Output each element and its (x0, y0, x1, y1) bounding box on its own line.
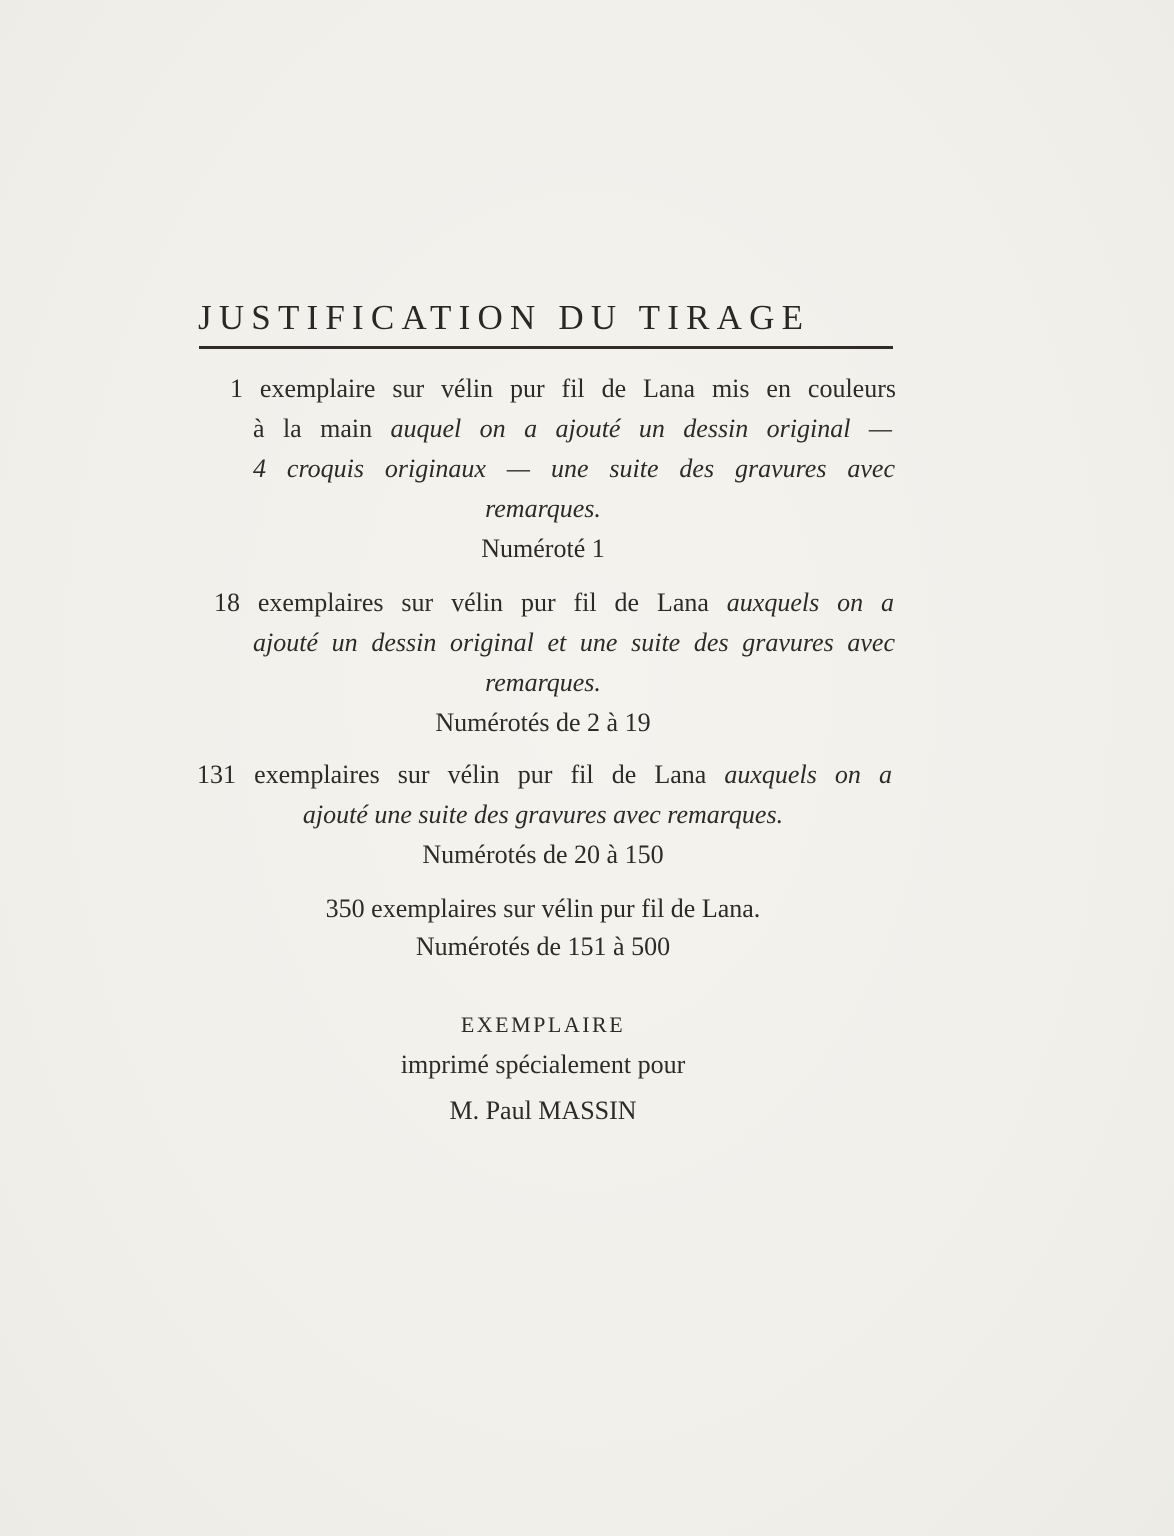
entry-3-line-2: ajouté une suite des gravures avec remarques. (302, 800, 784, 829)
entry-3-line-1 (197, 758, 892, 792)
entry-1-line-3 (253, 452, 895, 486)
entry-4-numbering: Numérotés de 151 à 500 (415, 932, 671, 961)
entry-1-line-2-roman: à la main (253, 414, 391, 443)
entry-1-line-3-italic-a: 4 croquis originaux — (253, 454, 551, 483)
entry-1-line-2 (253, 412, 892, 446)
entry-2-line-1-roman: 18 exemplaires sur vélin pur fil de Lana (214, 588, 727, 617)
entry-2-line-1-italic: auxquels on a (726, 588, 895, 617)
entry-1-line-4: remarques. (485, 494, 601, 523)
entry-2-numbering: Numérotés de 2 à 19 (435, 708, 651, 737)
dedication-line: imprimé spécialement pour (400, 1050, 686, 1079)
entry-1-numbering: Numéroté 1 (481, 534, 605, 563)
title-underline (199, 346, 893, 349)
entry-4-line-1: 350 exemplaires sur vélin pur fil de Lana. (325, 894, 761, 923)
entry-1-line-2-italic: auquel on a ajouté un dessin original — (390, 414, 892, 443)
entry-1-line-3-italic-b: une suite des gravures avec (550, 454, 895, 483)
entry-2-line-1 (214, 586, 894, 620)
entry-2-line-2: ajouté un dessin original et une suite des gravures avec (253, 628, 895, 657)
entry-2-line-3: remarques. (485, 668, 601, 697)
entry-3-line-1-italic: auxquels on a (724, 760, 892, 789)
entry-3-numbering: Numérotés de 20 à 150 (422, 840, 664, 869)
entry-1-line-1: 1 exemplaire sur vélin pur fil de Lana mis en couleurs (230, 374, 896, 403)
entry-3-line-1-roman: 131 exemplaires sur vélin pur fil de Lana (197, 760, 725, 789)
dedication-label: EXEMPLAIRE (460, 1012, 626, 1037)
page-title: JUSTIFICATION DU TIRAGE (198, 298, 811, 337)
dedication-name: M. Paul MASSIN (449, 1096, 637, 1125)
